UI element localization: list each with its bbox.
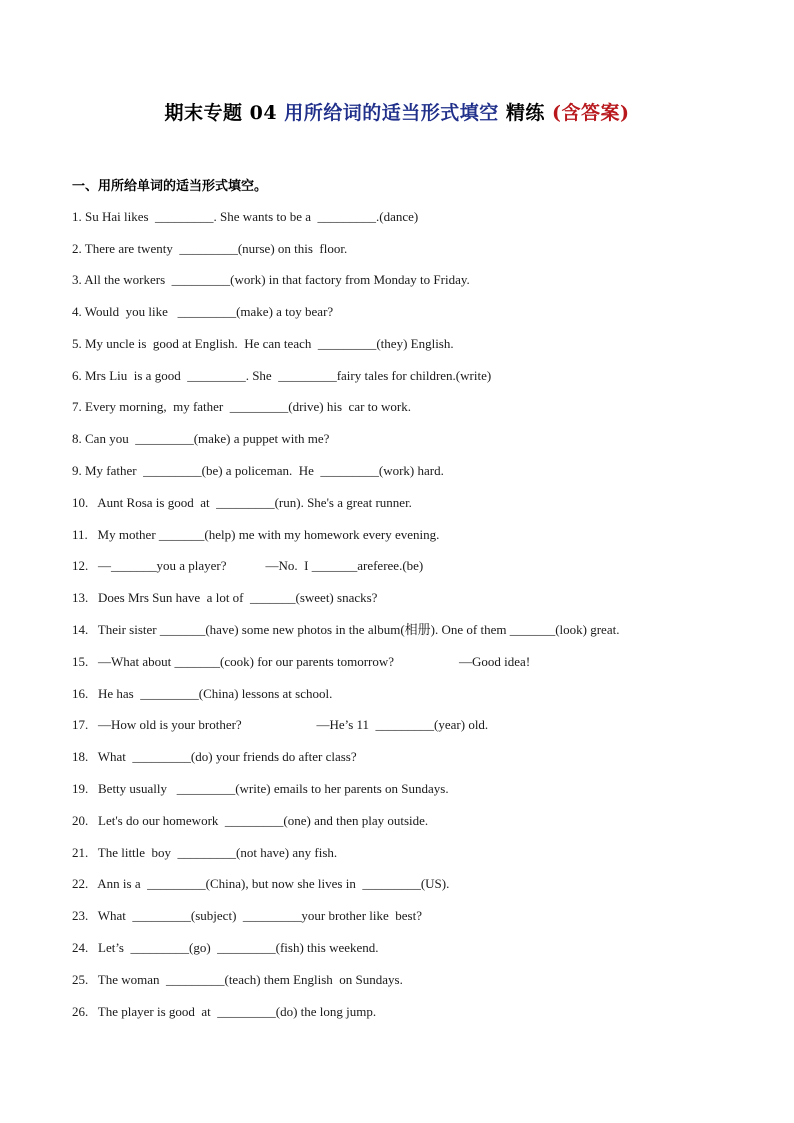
question-26: 26. The player is good at _________(do) the long jump. [72, 1004, 377, 1019]
question-13: 13. Does Mrs Sun have a lot of _______(sweet) snacks? [72, 590, 378, 605]
question-6: 6. Mrs Liu is a good _________. She _________fairy tales for children.(write) [72, 368, 492, 383]
question-14: 14. Their sister _______(have) some new photos in the album(相册). One of them _______(look) great. [72, 622, 620, 637]
title-prefix: 期末专题 04 [164, 102, 285, 124]
question-15: 15. —What about _______(cook) for our parents tomorrow? —Good idea! [72, 654, 531, 669]
question-5: 5. My uncle is good at English. He can teach _________(they) English. [72, 336, 454, 351]
question-9: 9. My father _________(be) a policeman. He _________(work) hard. [72, 463, 444, 478]
title-topic: 用所给词的适当形式填空 [284, 102, 499, 124]
title-answers-note: (含答案) [551, 102, 630, 124]
title-practice: 精练 [498, 102, 552, 124]
question-8: 8. Can you _________(make) a puppet with me? [72, 431, 330, 446]
question-22: 22. Ann is a _________(China), but now she lives in _________(US). [72, 876, 450, 891]
section-heading: 一、用所给单词的适当形式填空。 [72, 179, 268, 194]
question-24: 24. Let’s _________(go) _________(fish) this weekend. [72, 940, 379, 955]
question-20: 20. Let's do our homework _________(one) and then play outside. [72, 813, 429, 828]
question-12: 12. —_______you a player? —No. I _______areferee.(be) [72, 558, 424, 573]
question-18: 18. What _________(do) your friends do after class? [72, 749, 357, 764]
question-23: 23. What _________(subject) _________your brother like best? [72, 908, 422, 923]
question-16: 16. He has _________(China) lessons at school. [72, 686, 333, 701]
question-11: 11. My mother _______(help) me with my homework every evening. [72, 527, 440, 542]
question-19: 19. Betty usually _________(write) emails to her parents on Sundays. [72, 781, 449, 796]
question-1: 1. Su Hai likes _________. She wants to be a _________.(dance) [72, 209, 419, 224]
question-10: 10. Aunt Rosa is good at _________(run). She's a great runner. [72, 495, 412, 510]
page-title [0, 98, 794, 125]
question-25: 25. The woman _________(teach) them English on Sundays. [72, 972, 403, 987]
question-4: 4. Would you like _________(make) a toy bear? [72, 304, 334, 319]
question-21: 21. The little boy _________(not have) any fish. [72, 845, 338, 860]
question-17: 17. —How old is your brother? —He’s 11 _________(year) old. [72, 717, 489, 732]
question-3: 3. All the workers _________(work) in that factory from Monday to Friday. [72, 272, 470, 287]
question-2: 2. There are twenty _________(nurse) on this floor. [72, 241, 348, 256]
question-7: 7. Every morning, my father _________(drive) his car to work. [72, 399, 412, 414]
